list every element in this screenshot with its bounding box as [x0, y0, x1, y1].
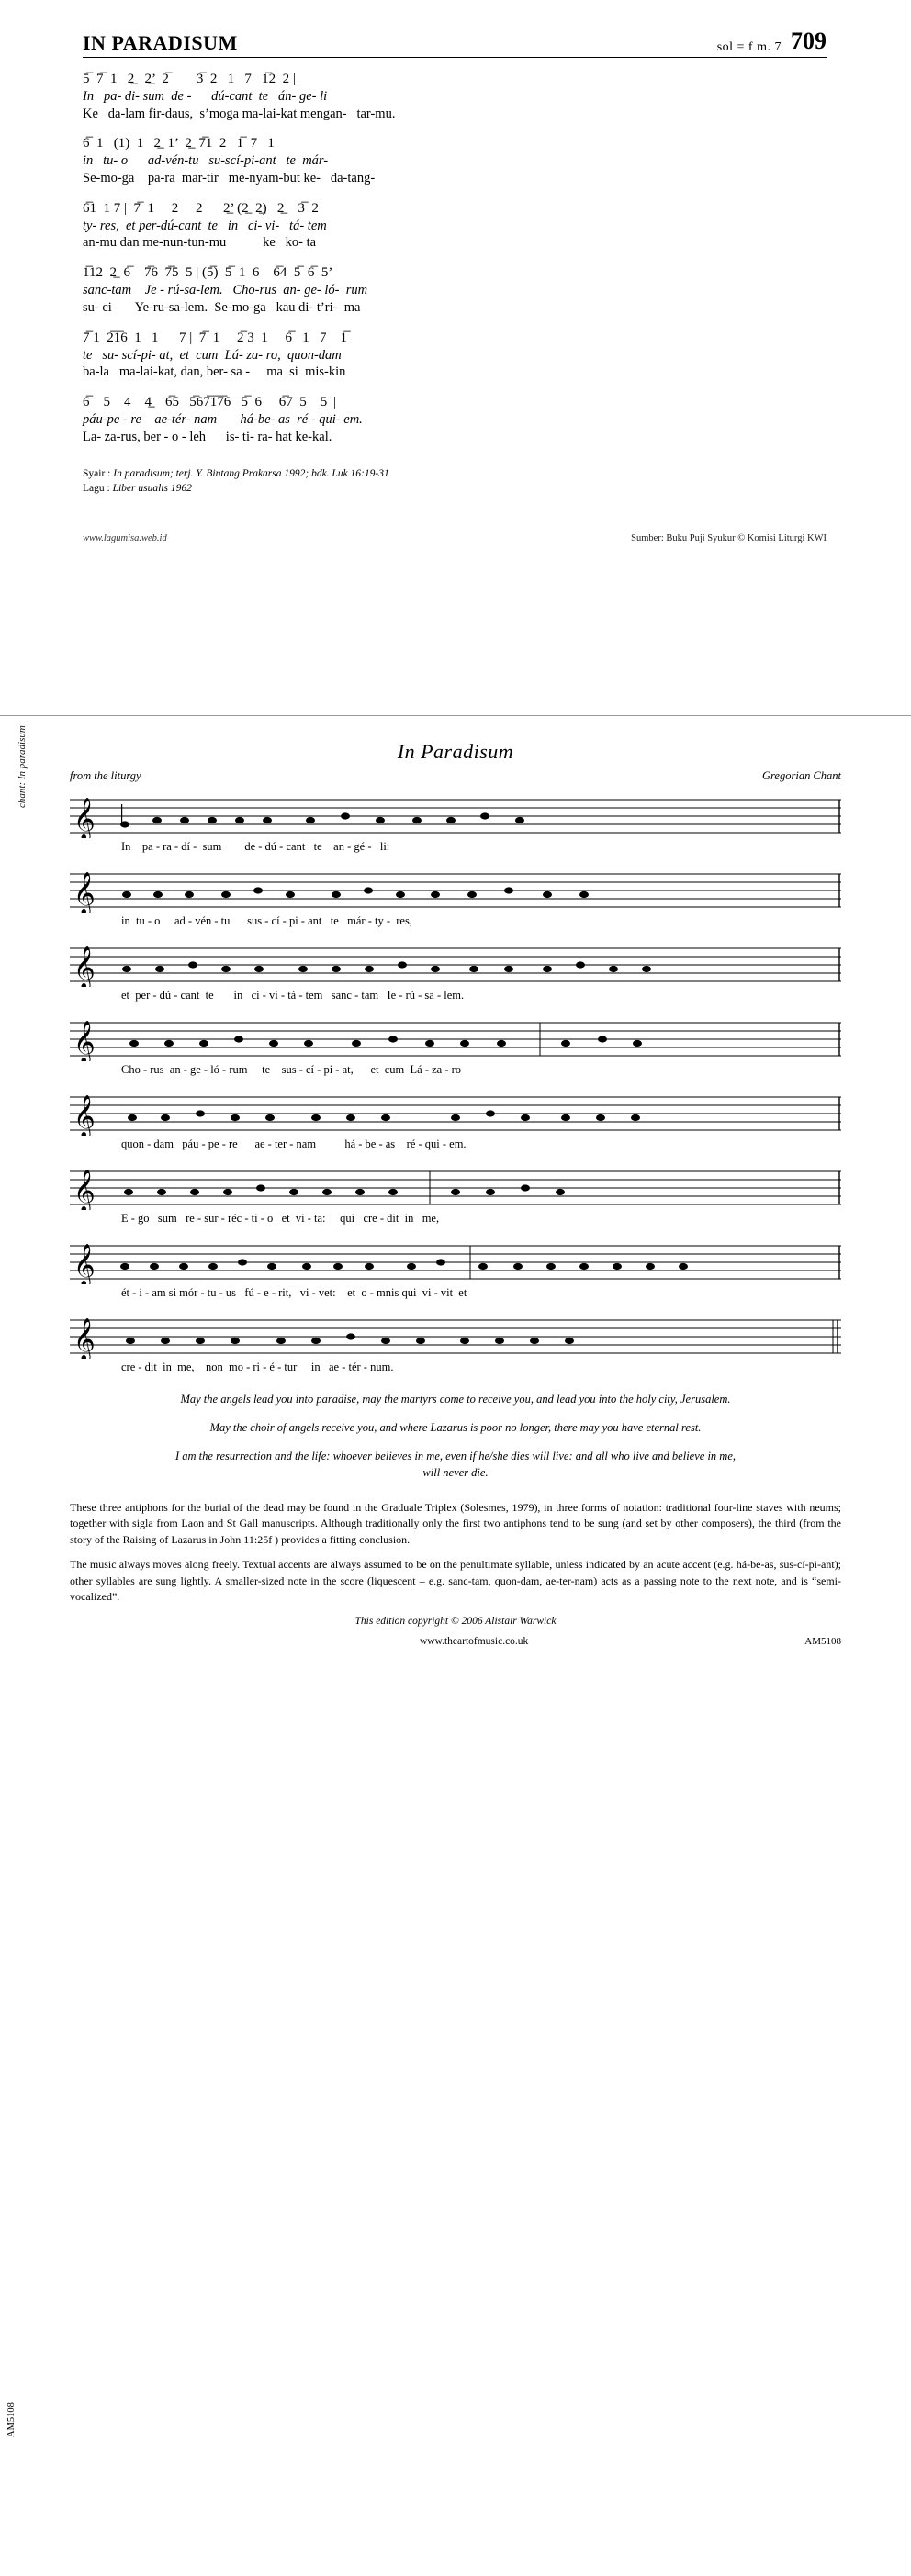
- plate-code-side: AM5108: [6, 2402, 17, 2437]
- gregorian-chant-sheet: [0, 716, 911, 2575]
- music-system: [83, 135, 827, 186]
- notes-paragraph: These three antiphons for the burial of the dead may be found in the Graduale Triplex (Solesmes, 1979), in three forms of notation: traditional four-line staves with neums; together with sigla from Laon and St Gall manuscripts. Although traditionally only the first two antiphons tend to be sung (and set by other composers), the third (from the story of the Raising of Lazarus in John 11:25f ) provides a fitting conclusion.: [70, 1501, 841, 1546]
- svg-text:𝄞: 𝄞: [73, 798, 96, 838]
- stave-lyrics: E - go sum re - sur - réc - ti - o et vi - ta: qui cre - dit in me,: [121, 1212, 440, 1225]
- music-stave: [70, 1162, 841, 1210]
- lyrics-line-indonesian: La- za-rus, ber - o - leh is- ti- ra- hat ke-kal.: [83, 429, 332, 444]
- title-right-group: [717, 28, 827, 55]
- svg-text:𝄞: 𝄞: [73, 946, 96, 987]
- notation-line: 5̅ 7̅ 1 2̲ 2̲’ 2̅ 3̅ 2 1 7 1̅2 2 |: [83, 72, 296, 86]
- notation-line: 6̅ 5 4 4̲ 6̅5 5̅67̅1̅7̅6 5̅ 6 6̅7 5 5 ||: [83, 395, 337, 410]
- stave-block: [70, 1311, 841, 1374]
- stave-lyrics: Cho - rus an - ge - ló - rum te sus - cí - pi - at, et cum Lá - za - ro: [121, 1063, 462, 1076]
- music-system: [83, 264, 827, 316]
- stave-block: [70, 939, 841, 1002]
- music-stave: [70, 1088, 841, 1136]
- svg-text:𝄞: 𝄞: [73, 1170, 96, 1210]
- lyrics-line-indonesian: Ke da-lam fir-daus, s’moga ma-lai-kat mengan- tar-mu.: [83, 106, 396, 121]
- stave-lyrics: in tu - o ad - vén - tu sus - cí - pi - ant te már - ty - res,: [121, 914, 412, 927]
- lyrics-line-latin: te su- scí-pi- at, et cum Lá- za- ro, quon-dam: [83, 347, 342, 363]
- music-system: [83, 71, 827, 122]
- music-credit-value: Liber usualis 1962: [112, 483, 192, 495]
- lyrics-line-indonesian: ba-la ma-lai-kat, dan, ber- sa - ma si mis-kin: [83, 364, 346, 380]
- notation-line: 6̅1 1 7 | 7̅ 1 2 2 2̲’ (2̲ 2̲) 2̲ 3̅ 2: [83, 200, 319, 216]
- translation-block: [171, 1391, 740, 1482]
- plate-code: AM5108: [804, 1636, 841, 1648]
- page-title: IN PARADISUM: [83, 31, 238, 54]
- lyrics-line-latin: ty- res, et per-dú-cant te in ci- vi- tá- tem: [83, 218, 327, 233]
- music-system: [83, 330, 827, 381]
- svg-text:𝄞: 𝄞: [73, 1021, 96, 1061]
- svg-text:𝄞: 𝄞: [73, 1318, 96, 1359]
- chant-title: In Paradisum: [397, 740, 514, 763]
- notation-line: 6̅ 1 (1) 1 2̲ 1’ 2̲ 7̅1 2 1̅ 7 1: [83, 136, 275, 151]
- stave-block: [70, 1162, 841, 1226]
- top-sheet-header: [83, 28, 827, 55]
- lyrics-line-indonesian: an-mu dan me-nun-tun-mu ke ko- ta: [83, 235, 317, 251]
- lyrics-line-indonesian: su- ci Ye-ru-sa-lem. Se-mo-ga kau di- t’ri- ma: [83, 299, 361, 315]
- stave-lyrics: cre - dit in me, non mo - ri - é - tur in ae - tér - num.: [121, 1361, 394, 1373]
- notation-line: 1̅12 2̲ 6̅ 7̅6 7̅5 5 | (5̅) 5̅ 1 6 6̅4 5̅ 6̅ 5’: [83, 265, 333, 281]
- lyrics-line-latin: In pa- di- sum de - dú-cant te án- ge- li: [83, 88, 328, 104]
- music-stave: [70, 790, 841, 838]
- key-signature: sol = f m. 7: [716, 40, 782, 54]
- music-stave: [70, 865, 841, 913]
- lyrics-credit-label: Syair :: [83, 467, 111, 479]
- stave-block: [70, 790, 841, 854]
- lyrics-credit-value: In paradisum; terj. Y. Bintang Prakarsa 1992; bdk. Luk 16:19-31: [113, 467, 389, 479]
- hymn-number: 709: [791, 28, 827, 54]
- publisher-url[interactable]: www.theartofmusic.co.uk: [419, 1636, 529, 1648]
- lyrics-line-latin: páu-pe - re ae-tér- nam há-be- as ré - qui- em.: [83, 411, 363, 427]
- chant-footer: [70, 1636, 841, 1647]
- website-link[interactable]: www.lagumisa.web.id: [83, 532, 167, 543]
- translation-paragraph: I am the resurrection and the life: whoever believes in me, even if he/she dies will live: and all who live and believe in me, will never die.: [174, 1449, 736, 1480]
- stave-block: [70, 1088, 841, 1151]
- stave-block: [70, 1014, 841, 1077]
- byline-composer: Gregorian Chant: [762, 769, 841, 782]
- svg-text:𝄞: 𝄞: [73, 872, 96, 913]
- top-sheet-footer: [83, 533, 827, 543]
- music-stave: [70, 1311, 841, 1359]
- music-system: [83, 200, 827, 252]
- byline-source: from the liturgy: [70, 769, 141, 782]
- stave-block: [70, 865, 841, 928]
- chant-byline: [70, 769, 841, 783]
- lyrics-line-latin: in tu- o ad-vén-tu su-scí-pi-ant te már-: [83, 153, 329, 169]
- stave-lyrics: quon - dam páu - pe - re ae - ter - nam há - be - as ré - qui - em.: [121, 1137, 467, 1150]
- lyrics-line-latin: sanc-tam Je - rú-sa-lem. Cho-rus an- ge- ló- rum: [83, 283, 368, 298]
- title-divider: [83, 57, 827, 58]
- top-sheet-content: [83, 28, 827, 543]
- svg-text:𝄞: 𝄞: [73, 1244, 96, 1284]
- source-credit: Sumber: Buku Puji Syukur © Komisi Liturgi KWI: [631, 532, 827, 543]
- svg-text:𝄞: 𝄞: [73, 1095, 96, 1136]
- numeric-notation-sheet: [0, 0, 911, 716]
- notation-line: 7̅ 1 2̅1̅6 1 1 7 | 7̅ 1 2̅ 3 1 6̅ 1 7 1̅: [83, 330, 348, 345]
- music-credit-row: [83, 481, 827, 497]
- notes-paragraph: The music always moves along freely. Textual accents are always assumed to be on the penultimate syllable, unless indicated by an acute accent (e.g. há-be-as, sus-cí-pi-ant); other syllables are sung lightly. A smaller-sized note in the score (liquescent – e.g. sanc-tam, quon-dam, ae-ter-nam) acts as a passing note to the next note, and is “semi-vocalized”.: [70, 1558, 841, 1603]
- stave-block: [70, 1237, 841, 1300]
- side-label-chant: chant: In paradisum: [17, 725, 28, 808]
- stave-lyrics: et per - dú - cant te in ci - vi - tá - tem sanc - tam Ie - rú - sa - lem.: [121, 989, 465, 1002]
- music-stave: [70, 939, 841, 987]
- copyright-line: This edition copyright © 2006 Alistair Warwick: [354, 1616, 557, 1628]
- stave-lyrics: ét - i - am si mór - tu - us fú - e - rit, vi - vet: et o - mnis qui vi - vit et: [121, 1286, 467, 1299]
- lyrics-credit-row: [83, 466, 827, 482]
- music-credit-label: Lagu :: [83, 483, 110, 495]
- chant-content: [70, 740, 841, 1647]
- music-stave: [70, 1237, 841, 1284]
- lyrics-line-indonesian: Se-mo-ga pa-ra mar-tir me-nyam-but ke- da-tang-: [83, 171, 376, 186]
- stave-lyrics: In pa - ra - dí - sum de - dú - cant te an - gé - li:: [121, 840, 390, 853]
- music-system: [83, 394, 827, 445]
- translation-paragraph: May the choir of angels receive you, and where Lazarus is poor no longer, there may you have eternal rest.: [209, 1420, 702, 1434]
- credits-block: [83, 466, 827, 497]
- program-notes: [70, 1500, 841, 1605]
- music-stave: [70, 1014, 841, 1061]
- translation-paragraph: May the angels lead you into paradise, may the martyrs come to receive you, and lead you into the holy city, Jerusalem.: [180, 1393, 731, 1406]
